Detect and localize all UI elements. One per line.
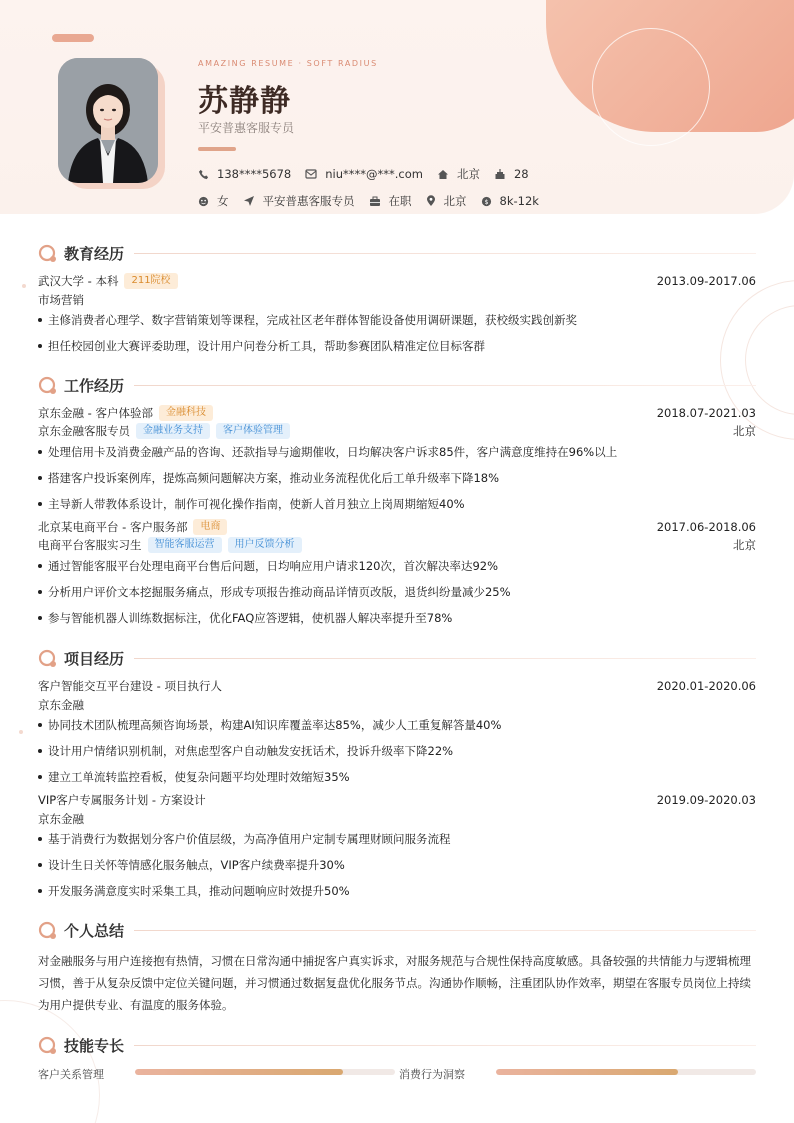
info-location bbox=[426, 193, 467, 209]
job-bullet: 处理信用卡及消费金融产品的咨询、还款指导与逾期催收，日均解决客户诉求85件，客户满意度维持在96%以上 bbox=[38, 444, 756, 460]
job-city: 北京 bbox=[733, 538, 756, 552]
project-bullet: 开发服务满意度实时采集工具，推动问题响应时效提升50% bbox=[38, 883, 756, 899]
education-school-row bbox=[38, 273, 756, 289]
candidate-title: 平安普惠客服专员 bbox=[198, 121, 295, 135]
section-divider bbox=[134, 253, 756, 254]
education-heading: 教育经历 bbox=[64, 244, 125, 263]
job-role-tag: 智能客服运营 bbox=[148, 537, 222, 553]
project-name: 客户智能交互平台建设 - 项目执行人 bbox=[38, 679, 222, 693]
svg-text:$: $ bbox=[483, 197, 489, 206]
job-bullet: 分析用户评价文本挖掘服务痛点，形成专项报告推动商品详情页改版，退货纠纷量减少25% bbox=[38, 584, 756, 600]
job-bullet: 通过智能客服平台处理电商平台售后问题，日均响应用户请求120次，首次解决率达92% bbox=[38, 558, 756, 574]
section-search-icon bbox=[38, 648, 58, 668]
project-date: 2019.09-2020.03 bbox=[656, 793, 756, 807]
skills-section-header bbox=[38, 1035, 756, 1055]
job-role: 京东金融客服专员 bbox=[38, 424, 130, 438]
school-tag: 211院校 bbox=[124, 273, 177, 289]
contact-row-2 bbox=[198, 193, 553, 209]
gender-text: 女 bbox=[217, 194, 229, 208]
skill-bar-fill bbox=[135, 1069, 343, 1075]
candidate-name: 苏静静 bbox=[198, 84, 291, 119]
project-bullet: 建立工单流转监控看板，使复杂问题平均处理时效缩短35% bbox=[38, 769, 756, 785]
status-text: 在职 bbox=[388, 194, 412, 208]
skills-heading: 技能专长 bbox=[64, 1036, 125, 1055]
job-company: 北京某电商平台 - 客户服务部 bbox=[38, 520, 188, 534]
section-divider bbox=[134, 658, 756, 659]
job-role-row bbox=[38, 423, 756, 439]
contact-age bbox=[494, 167, 529, 181]
work-section-header bbox=[38, 375, 756, 395]
contact-row-1 bbox=[198, 166, 543, 182]
job-company-tag: 电商 bbox=[193, 519, 227, 535]
skill-label: 消费行为洞察 bbox=[399, 1068, 465, 1081]
skill-bar-track bbox=[135, 1069, 395, 1075]
section-search-icon bbox=[38, 920, 58, 940]
contact-home bbox=[437, 166, 480, 182]
job-role: 电商平台客服实习生 bbox=[38, 538, 142, 552]
name-accent-bar bbox=[198, 147, 236, 151]
job-company-row bbox=[38, 519, 756, 535]
decorative-dot bbox=[19, 730, 23, 734]
home-text: 北京 bbox=[456, 167, 480, 181]
job-bullet: 参与智能机器人训练数据标注，优化FAQ应答逻辑，使机器人解决率提升至78% bbox=[38, 610, 756, 626]
summary-heading: 个人总结 bbox=[64, 921, 125, 940]
decorative-dot bbox=[22, 284, 26, 288]
job-company: 京东金融 - 客户体验部 bbox=[38, 406, 153, 420]
contact-email[interactable] bbox=[305, 167, 423, 181]
location-icon bbox=[426, 195, 436, 207]
section-divider bbox=[134, 930, 756, 931]
salary-icon bbox=[481, 196, 492, 207]
projects-heading: 项目经历 bbox=[64, 649, 125, 668]
education-major: 市场营销 bbox=[38, 293, 84, 307]
work-heading: 工作经历 bbox=[64, 376, 125, 395]
skill-label: 客户关系管理 bbox=[38, 1068, 104, 1081]
project-title-row bbox=[38, 792, 756, 808]
contact-phone[interactable] bbox=[198, 167, 291, 181]
project-org: 京东金融 bbox=[38, 698, 84, 712]
phone-icon bbox=[198, 169, 209, 180]
phone-text: 138****5678 bbox=[217, 167, 292, 181]
job-bullet: 搭建客户投诉案例库，提炼高频问题解决方案，推动业务流程优化后工单升级率下降18% bbox=[38, 470, 756, 486]
education-bullet: 主修消费者心理学、数字营销策划等课程，完成社区老年群体智能设备使用调研课题，获校级实践创新奖 bbox=[38, 312, 756, 328]
decorative-ring bbox=[0, 1000, 100, 1123]
target-job-text: 平安普惠客服专员 bbox=[262, 194, 355, 208]
education-section-header bbox=[38, 243, 756, 263]
job-date: 2017.06-2018.06 bbox=[656, 520, 756, 534]
resume-kicker: AMAZING RESUME · SOFT RADIUS bbox=[198, 59, 378, 68]
job-role-row bbox=[38, 537, 756, 553]
profile-photo bbox=[58, 58, 158, 183]
header-decorative-ring bbox=[592, 28, 710, 146]
education-bullet: 担任校园创业大赛评委助理，设计用户问卷分析工具，帮助参赛团队精准定位目标客群 bbox=[38, 338, 756, 354]
school-name: 武汉大学 - 本科 bbox=[38, 274, 119, 288]
job-role-tag: 用户反馈分析 bbox=[228, 537, 302, 553]
project-org: 京东金融 bbox=[38, 812, 84, 826]
project-title-row bbox=[38, 678, 756, 694]
info-salary bbox=[481, 194, 539, 208]
salary-text: 8k-12k bbox=[499, 194, 539, 208]
summary-section-header bbox=[38, 920, 756, 940]
projects-section-header bbox=[38, 648, 756, 668]
project-bullet: 基于消费行为数据划分客户价值层级，为高净值用户定制专属理财顾问服务流程 bbox=[38, 831, 756, 847]
location-text: 北京 bbox=[443, 194, 467, 208]
info-gender bbox=[198, 193, 229, 209]
job-city: 北京 bbox=[733, 424, 756, 438]
mail-icon bbox=[305, 169, 317, 179]
send-icon bbox=[243, 195, 255, 207]
section-divider bbox=[134, 1045, 756, 1046]
section-divider bbox=[134, 385, 756, 386]
job-company-row bbox=[38, 405, 756, 421]
job-bullet: 主导新人带教体系设计，制作可视化操作指南，使新人首月独立上岗周期缩短40% bbox=[38, 496, 756, 512]
skill-bar-track bbox=[496, 1069, 756, 1075]
briefcase-icon bbox=[369, 196, 381, 207]
info-target-job bbox=[243, 193, 355, 209]
header-accent-pill bbox=[52, 34, 94, 42]
project-bullet: 设计生日关怀等情感化服务触点，VIP客户续费率提升30% bbox=[38, 857, 756, 873]
project-bullet: 设计用户情绪识别机制，对焦虑型客户自动触发安抚话术，投诉升级率下降22% bbox=[38, 743, 756, 759]
project-bullet: 协同技术团队梳理高频咨询场景，构建AI知识库覆盖率达85%，减少人工重复解答量40% bbox=[38, 717, 756, 733]
gender-icon bbox=[198, 196, 209, 207]
section-search-icon bbox=[38, 375, 58, 395]
job-role-tag: 客户体验管理 bbox=[216, 423, 290, 439]
project-name: VIP客户专属服务计划 - 方案设计 bbox=[38, 793, 206, 807]
section-search-icon bbox=[38, 1035, 58, 1055]
job-company-tag: 金融科技 bbox=[159, 405, 213, 421]
job-date: 2018.07-2021.03 bbox=[656, 406, 756, 420]
education-date: 2013.09-2017.06 bbox=[656, 274, 756, 288]
project-date: 2020.01-2020.06 bbox=[656, 679, 756, 693]
summary-text: 对金融服务与用户连接抱有热情，习惯在日常沟通中捕捉客户真实诉求，对服务规范与合规性保持高度敏感。具备较强的共情能力与逻辑梳理习惯，善于从复杂反馈中定位关键问题，并习惯通过数据复盘优化服务节点。沟通协作顺畅，注重团队协作效率，期望在客服专员岗位上持续为用户提供专业、有温度的服务体验。 bbox=[38, 954, 751, 1012]
job-role-tag: 金融业务支持 bbox=[136, 423, 210, 439]
cake-icon bbox=[494, 168, 506, 180]
info-status bbox=[369, 193, 412, 209]
section-search-icon bbox=[38, 243, 58, 263]
skill-bar-fill bbox=[496, 1069, 678, 1075]
email-text: niu****@***.com bbox=[325, 167, 423, 181]
age-text: 28 bbox=[513, 167, 529, 181]
home-icon bbox=[437, 169, 449, 180]
